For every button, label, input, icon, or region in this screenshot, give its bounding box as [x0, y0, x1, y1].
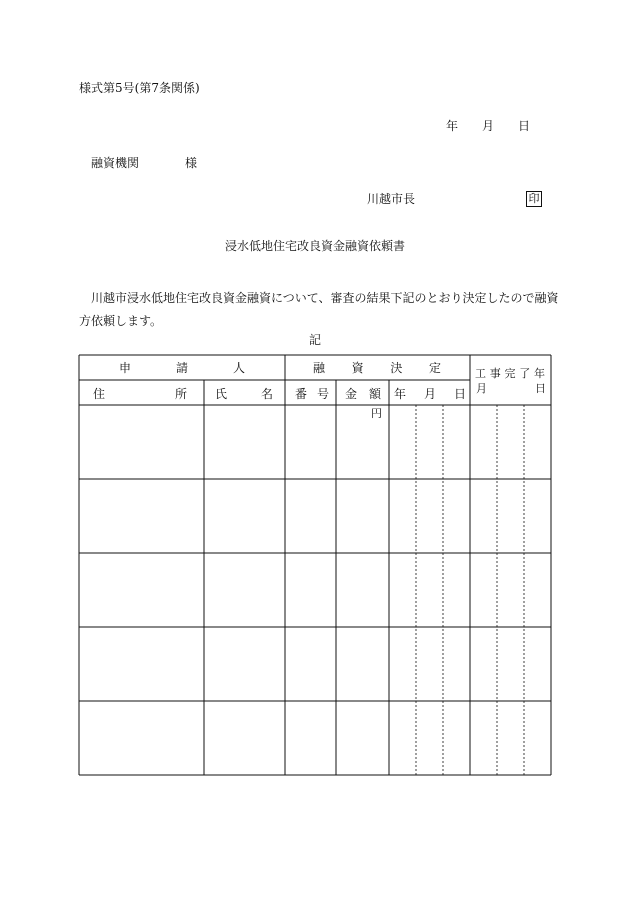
- seal-mark: 印: [526, 191, 542, 207]
- header-completion-day: 日: [535, 382, 546, 395]
- header-completion-month: 月: [476, 382, 487, 395]
- sender-title: 川越市長: [367, 192, 416, 206]
- header-amount: 金額: [345, 387, 381, 401]
- header-year: 年: [394, 387, 407, 401]
- form-number: 様式第5号(第7条関係): [79, 81, 200, 95]
- header-name: 氏 名: [215, 387, 273, 401]
- header-number: 番号: [295, 387, 329, 401]
- header-month: 月: [424, 387, 437, 401]
- ki-label: 記: [308, 333, 321, 347]
- date-year-label: 年: [446, 119, 459, 133]
- addressee-honorific: 様: [185, 156, 198, 170]
- header-applicant: 申 請 人: [119, 361, 245, 375]
- date-day-label: 日: [518, 119, 531, 133]
- date-month-label: 月: [482, 119, 495, 133]
- header-loan-decision: 融 資 決 定: [313, 361, 441, 375]
- document-title: 浸水低地住宅改良資金融資依頼書: [224, 239, 405, 253]
- yen-unit: 円: [371, 407, 382, 420]
- header-address: 住 所: [93, 387, 187, 401]
- body-text: 川越市浸水低地住宅改良資金融資について、審査の結果下記のとおり決定したので融資方依頼します。: [79, 291, 559, 328]
- header-day: 日: [454, 387, 467, 401]
- header-completion-date: 工事完了年: [475, 367, 545, 380]
- addressee-name: 融資機関: [91, 156, 140, 170]
